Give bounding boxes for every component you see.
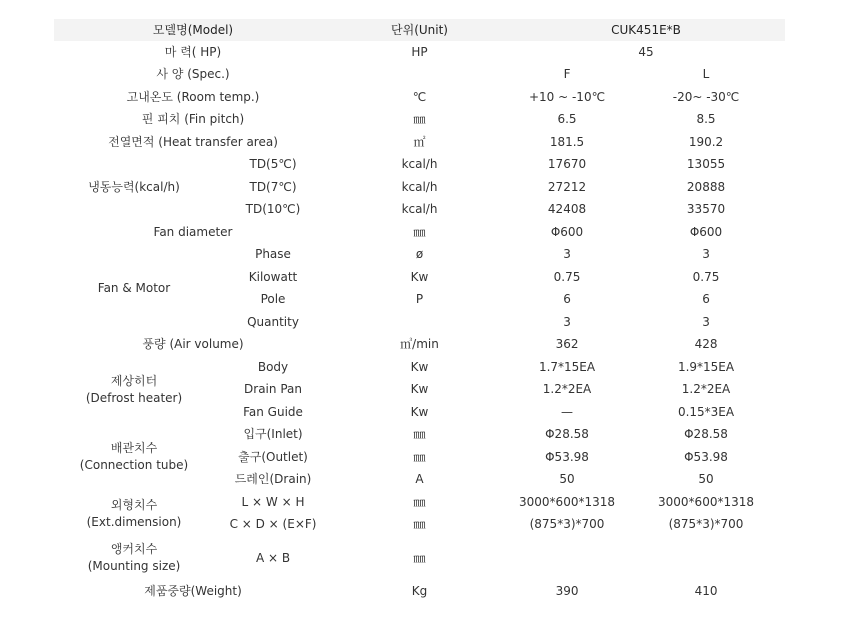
label-fin: 핀 피치 (Fin pitch) [141,112,245,127]
row-area [54,131,785,154]
sub-cooling-2: TD(7℃) [249,179,297,194]
value-cooling-1-f: 17670 [547,157,587,172]
value-fanmotor-3-f: 6 [563,292,571,307]
row-fandia [54,221,785,244]
value-defrost-3-l: 0.15*3EA [677,404,735,419]
spec-table-container [54,19,785,603]
sub-ext-2: C × D × (E×F) [229,517,317,532]
unit-fanmotor-1: ø [415,247,424,262]
value-fanmotor-3-l: 6 [702,292,710,307]
row-tube-1 [54,424,785,447]
unit-weight: Kg [411,584,428,599]
sub-defrost-2: Drain Pan [244,382,302,397]
value-fanmotor-4-l: 3 [702,314,710,329]
label-area: 전열면적 (Heat transfer area) [108,134,278,149]
label-mount-en: (Mounting size) [87,559,181,574]
row-mount [54,536,785,581]
value-cooling-1-l: 13055 [686,157,726,172]
value-hp: 45 [638,44,654,59]
unit-mount: ㎜ [413,550,426,565]
value-air-f: 362 [555,337,579,352]
label-temp: 고내온도 (Room temp.) [126,89,260,104]
unit-defrost-3: Kw [410,404,429,419]
value-cooling-3-f: 42408 [547,202,587,217]
sub-defrost-3: Fan Guide [243,404,303,419]
unit-fanmotor-4 [332,311,507,334]
value-ext-2-f: (875*3)*700 [529,517,605,532]
value-fanmotor-2-l: 0.75 [692,269,720,284]
unit-tube-1: ㎜ [413,427,426,442]
value-defrost-1-f: 1.7*15EA [538,359,596,374]
value-mount-l [627,536,785,581]
label-hp: 마 력( HP) [164,44,222,59]
value-mount-f [507,536,627,581]
value-ext-1-f: 3000*600*1318 [519,494,615,509]
label-weight: 제품중량(Weight) [144,584,242,599]
value-defrost-2-f: 1.2*2EA [542,382,592,397]
value-air-l: 428 [694,337,718,352]
value-weight-f: 390 [555,584,579,599]
value-tube-2-f: Φ53.98 [545,449,589,464]
header-unit: 단위(Unit) [332,19,507,41]
unit-fanmotor-3: P [415,292,424,307]
row-weight [54,581,785,604]
value-fandia-l: Φ600 [689,224,723,239]
unit-fanmotor-2: Kw [410,269,429,284]
row-fin [54,109,785,132]
unit-defrost-1: Kw [410,359,429,374]
sub-cooling-1: TD(5℃) [249,157,297,172]
value-weight-l: 410 [694,584,718,599]
value-fin-f: 6.5 [557,112,577,127]
value-tube-3-l: 50 [698,472,714,487]
label-fandia: Fan diameter [153,224,233,239]
unit-area: ㎡ [413,134,426,149]
row-hp [54,41,785,64]
sub-fanmotor-3: Pole [260,292,286,307]
value-spec-f: F [563,67,571,82]
value-defrost-3-f: — [561,404,574,419]
sub-tube-3: 드레인(Drain) [234,472,312,487]
value-fanmotor-1-l: 3 [702,247,710,262]
sub-tube-1: 입구(Inlet) [243,427,303,442]
value-ext-2-l: (875*3)*700 [668,517,744,532]
label-mount [54,536,214,581]
sub-tube-2: 출구(Outlet) [238,449,308,464]
value-tube-3-f: 50 [559,472,575,487]
sub-ext-1: L × W × H [241,494,305,509]
value-cooling-3-l: 33570 [686,202,726,217]
unit-ext-2: ㎜ [413,517,426,532]
value-tube-2-l: Φ53.98 [684,449,728,464]
value-cooling-2-f: 27212 [547,179,587,194]
unit-hp: HP [411,44,428,59]
label-ext-en: (Ext.dimension) [86,514,182,529]
row-ext-1 [54,491,785,514]
label-mount-ko: 앵커치수 [110,542,158,557]
sub-fanmotor-2: Kilowatt [248,269,298,284]
unit-cooling-1: kcal/h [401,157,438,172]
label-cooling: 냉동능력(kcal/h) [88,179,180,194]
value-defrost-2-l: 1.2*2EA [681,382,731,397]
unit-cooling-3: kcal/h [401,202,438,217]
header-product: CUK451E*B [507,19,785,41]
label-defrost [54,356,214,424]
label-tube-ko: 배관치수 [110,441,158,456]
value-ext-1-l: 3000*600*1318 [658,494,754,509]
label-ext-ko: 외형치수 [110,497,158,512]
header-row [54,19,785,41]
label-tube-en: (Connection tube) [79,458,189,473]
unit-spec [332,64,507,87]
spec-table [54,19,785,603]
value-spec-l: L [702,67,710,82]
value-area-f: 181.5 [549,134,585,149]
label-ext [54,491,214,536]
unit-cooling-2: kcal/h [401,179,438,194]
sub-mount: A × B [255,550,291,565]
row-cooling-1 [54,154,785,177]
value-temp-f: +10 ~ -10℃ [528,89,606,104]
label-tube [54,424,214,492]
unit-fandia: ㎜ [413,224,426,239]
value-tube-1-l: Φ28.58 [684,427,728,442]
row-defrost-1 [54,356,785,379]
unit-temp: ℃ [412,89,427,104]
value-fandia-f: Φ600 [550,224,584,239]
value-fanmotor-1-f: 3 [563,247,571,262]
header-model: 모델명(Model) [54,19,332,41]
row-temp [54,86,785,109]
value-fanmotor-4-f: 3 [563,314,571,329]
value-defrost-1-l: 1.9*15EA [677,359,735,374]
sub-defrost-1: Body [257,359,289,374]
value-fin-l: 8.5 [696,112,716,127]
row-fanmotor-1 [54,244,785,267]
sub-fanmotor-4: Quantity [247,314,299,329]
value-tube-1-f: Φ28.58 [545,427,589,442]
value-temp-l: -20~ -30℃ [672,89,740,104]
unit-defrost-2: Kw [410,382,429,397]
unit-tube-3: A [415,472,424,487]
sub-cooling-3: TD(10℃) [245,202,301,217]
value-cooling-2-l: 20888 [686,179,726,194]
row-air [54,334,785,357]
label-air: 풍량 (Air volume) [142,337,244,352]
sub-fanmotor-1: Phase [255,247,291,262]
value-area-l: 190.2 [688,134,724,149]
unit-air: ㎥/min [400,337,439,352]
unit-fin: ㎜ [413,112,426,127]
label-fanmotor: Fan & Motor [97,281,171,295]
unit-tube-2: ㎜ [413,449,426,464]
unit-ext-1: ㎜ [413,494,426,509]
label-spec: 사 양 (Spec.) [156,67,230,82]
label-defrost-ko: 제상히터 [110,373,158,388]
value-fanmotor-2-f: 0.75 [553,269,581,284]
row-spec [54,64,785,87]
label-defrost-en: (Defrost heater) [85,390,183,405]
